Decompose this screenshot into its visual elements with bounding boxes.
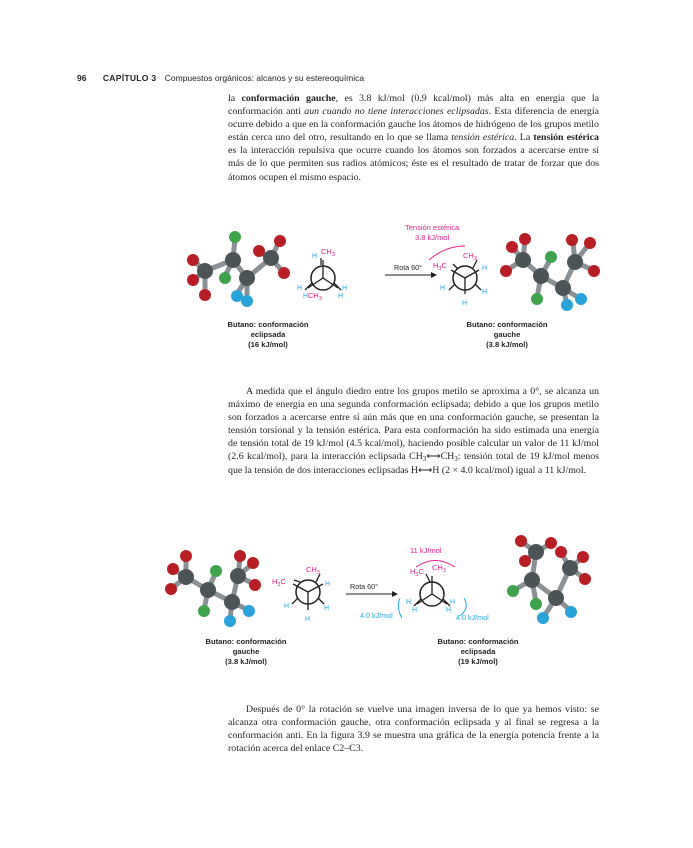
svg-text:CH3: $CH_3$ [432, 563, 446, 574]
steric-strain-value: 3.8 kJ/mol [415, 233, 450, 242]
svg-text:H: H [325, 581, 331, 588]
svg-text:H: H [338, 293, 344, 300]
paragraph-3: Después de 0° la rotación se vuelve una imagen inversa de lo que ya hemos visto: se alcanza otra conformación gauche, otra conformación eclipsada y al final se regresa a la conformación anti. En la figura 3.9 se muestra una gráfica de la energía potencia frente a la rotación acerca del enlace C2–C3. [228, 704, 599, 755]
svg-text:Rota 60°: Rota 60° [350, 582, 379, 591]
svg-text:H: H [440, 285, 446, 292]
chapter-title: Compuestos orgánicos: alcanos y su estereoquímica [164, 73, 365, 83]
svg-text:H: H [406, 599, 412, 606]
svg-text:H3C: $H_3C$ [433, 261, 447, 272]
svg-text:CH3: $CH_3$ [321, 247, 335, 258]
running-header [77, 73, 364, 83]
svg-text:H3C: $H_3C$ [272, 577, 286, 588]
caption-eclipsed-19: Butano: conformación eclipsada (19 kJ/mol) [437, 637, 519, 666]
svg-text:H: H [342, 285, 348, 292]
svg-text:H: H [305, 616, 311, 623]
svg-text:H: H [303, 293, 309, 300]
newman-gauche [433, 251, 487, 307]
caption-eclipsed-16: Butano: conformación eclipsada (16 kJ/mol) [227, 320, 309, 349]
svg-text:CH3: $CH_3$ [463, 251, 477, 262]
paragraph-1: la conformación gauche, es 3.8 kJ/mol (0.9 kcal/mol) más alta en energía que la conformación anti aun cuando no tiene interacciones eclipsadas. Esta diferencia de energía ocurre debido a que en la conformación gauche los átomos de hidrógeno de los grupos metilo están cerca uno del otro, resultando en lo que se llama tensión estérica. La tensión estérica es la interacción repulsiva que ocurre cuando los átomos son forzados a acercarse entre sí más de lo que permiten sus radios atómicos; éste es el resultado de tratar de forzar que dos átomos ocupen el mismo espacio. [228, 93, 600, 183]
energy-4-right-label: 4.0 kJ/mol [456, 613, 489, 622]
figure-gauche-to-eclipsed [160, 532, 605, 632]
svg-text:H: H [482, 289, 488, 296]
caption-gauche-3-8-b: Butano: conformación gauche (3.8 kJ/mol) [205, 637, 287, 666]
svg-text:H: H [284, 603, 290, 610]
svg-text:H: H [450, 599, 456, 606]
figure-eclipsed-to-gauche [175, 218, 615, 313]
steric-strain-label: Tensión estérica [405, 223, 460, 232]
ball-stick-gauche-2 [165, 550, 261, 627]
svg-text:H: H [312, 253, 318, 260]
newman-eclipsed-2 [406, 563, 455, 614]
svg-text:H: H [297, 285, 303, 292]
svg-text:H3C: $H_3C$ [410, 567, 424, 578]
energy-4-left-label: 4.0 kJ/mol [360, 611, 393, 620]
svg-text:H: H [412, 607, 418, 614]
page-number: 96 [77, 73, 87, 83]
svg-text:CH3: $CH_3$ [308, 291, 322, 302]
energy-11-label: 11 kJ/mol [410, 546, 442, 555]
newman-gauche-2 [272, 565, 330, 623]
svg-text:Rota 60°: Rota 60° [394, 263, 423, 272]
paragraph-2: A medida que el ángulo diedro entre los grupos metilo se aproxima a 0°, se alcanza un máximo de energía en una segunda conformación eclipsada; debido a que los grupos metilo son forzados a acercarse entre sí aún más que en una conformación gauche, se presentan la tensión torsional y la tensión estérica. Para esta conformación ha sido estimada una energía de tensión total de 19 kJ/mol (4.5 kcal/mol), haciendo posible calcular un valor de 11 kJ/mol (2.6 kcal/mol), para la interacción eclipsada $CH_3⟷CH_3$: tensión total de 19 kJ/mol menos que la tensión de dos interacciones eclipsadas H⟷H (2 × 4.0 kcal/mol) igual a 11 kJ/mol. [228, 386, 599, 476]
newman-eclipsed [297, 247, 347, 302]
caption-gauche-3-8: Butano: conformación gauche (3.8 kJ/mol) [466, 320, 548, 349]
rotate-arrow-2 [346, 582, 398, 597]
svg-text:CH3: $CH_3$ [306, 565, 320, 576]
rotate-arrow [385, 263, 437, 278]
svg-text:H: H [446, 607, 452, 614]
ball-stick-eclipsed [187, 231, 290, 307]
svg-text:H: H [462, 300, 468, 307]
ball-stick-eclipsed-2 [507, 535, 591, 624]
svg-text:H: H [482, 265, 488, 272]
svg-text:H: H [324, 605, 330, 612]
ball-stick-gauche [500, 233, 600, 311]
chapter-label: CAPÍTULO 3 [102, 73, 157, 83]
